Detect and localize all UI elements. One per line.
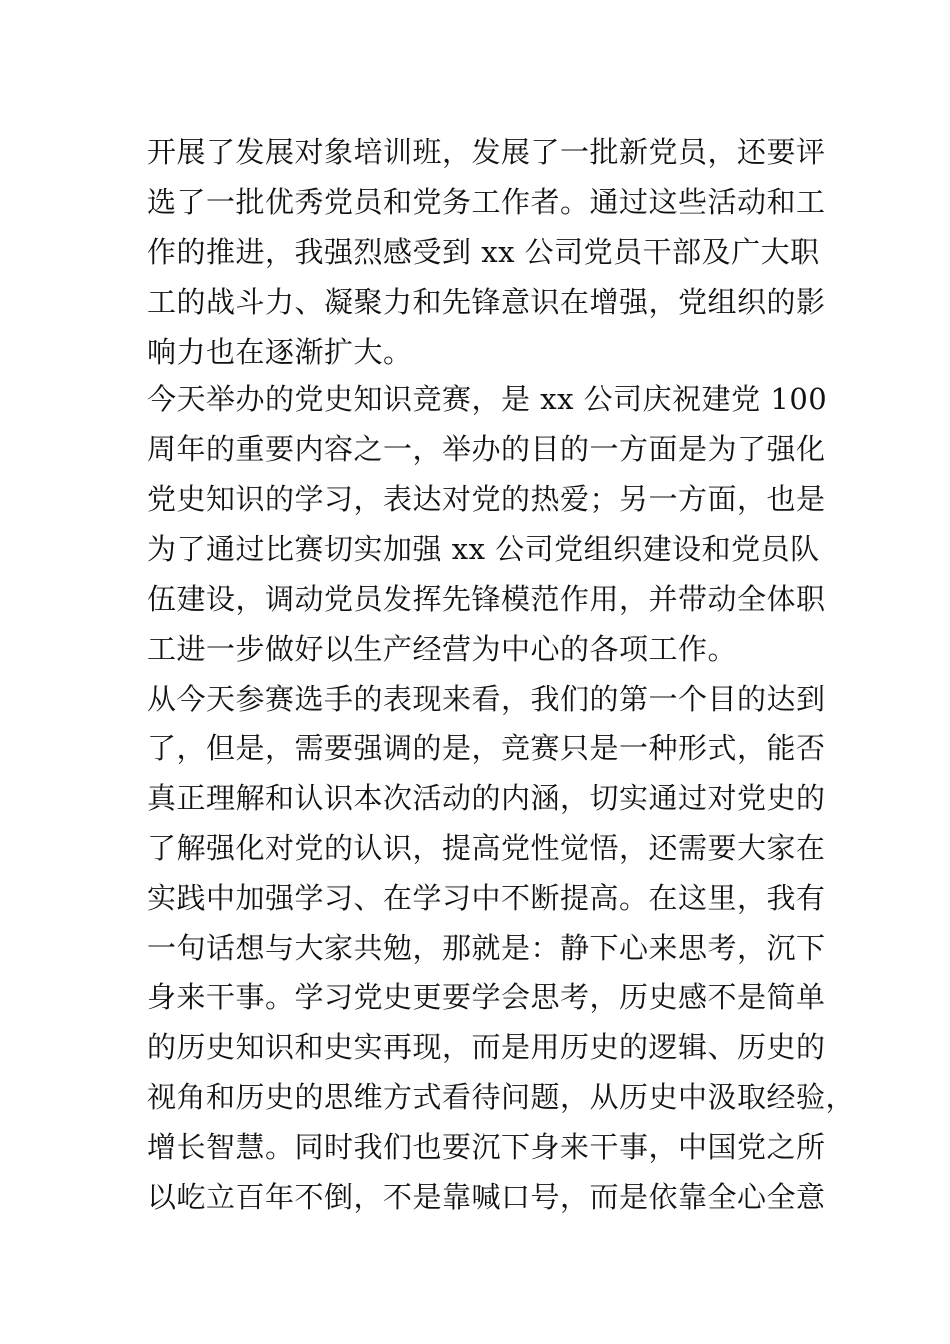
- paragraph-3-line-2: 了，但是，需要强调的是，竞赛只是一种形式，能否: [147, 731, 826, 765]
- paragraph-1-line-5: 响力也在逐渐扩大。: [147, 335, 413, 369]
- paragraph-3-line-3: 真正理解和认识本次活动的内涵，切实通过对党史的: [147, 781, 826, 815]
- paragraph-2-line-5: 伍建设，调动党员发挥先锋模范作用，并带动全体职: [147, 582, 826, 616]
- paragraph-3-line-4: 了解强化对党的认识，提高党性觉悟，还需要大家在: [147, 831, 826, 865]
- paragraph-3-line-9: 视角和历史的思维方式看待问题，从历史中汲取经验，: [147, 1080, 856, 1114]
- paragraph-1-line-3: 作的推进，我强烈感受到 xx 公司党员干部及广大职: [147, 235, 820, 269]
- paragraph-1-line-2: 选了一批优秀党员和党务工作者。通过这些活动和工: [147, 185, 826, 219]
- paragraph-3-line-8: 的历史知识和史实再现，而是用历史的逻辑、历史的: [147, 1030, 826, 1064]
- paragraph-1-line-1: 开展了发展对象培训班，发展了一批新党员，还要评: [147, 135, 826, 169]
- paragraph-2-line-2: 周年的重要内容之一，举办的目的一方面是为了强化: [147, 432, 826, 466]
- paragraph-2-line-6: 工进一步做好以生产经营为中心的各项工作。: [147, 632, 738, 666]
- paragraph-3-line-6: 一句话想与大家共勉，那就是：静下心来思考，沉下: [147, 931, 826, 965]
- paragraph-2-line-1: 今天举办的党史知识竞赛，是 xx 公司庆祝建党 100: [147, 382, 828, 416]
- paragraph-3-line-10: 增长智慧。同时我们也要沉下身来干事，中国党之所: [147, 1130, 826, 1164]
- paragraph-3-line-5: 实践中加强学习、在学习中不断提高。在这里，我有: [147, 881, 826, 915]
- paragraph-3-line-11: 以屹立百年不倒，不是靠喊口号，而是依靠全心全意: [147, 1180, 826, 1214]
- paragraph-3-line-1: 从今天参赛选手的表现来看，我们的第一个目的达到: [147, 682, 826, 716]
- paragraph-1-line-4: 工的战斗力、凝聚力和先锋意识在增强，党组织的影: [147, 285, 826, 319]
- paragraph-3-line-7: 身来干事。学习党史更要学会思考，历史感不是简单: [147, 980, 826, 1014]
- paragraph-2-line-3: 党史知识的学习，表达对党的热爱；另一方面，也是: [147, 482, 826, 516]
- paragraph-2-line-4: 为了通过比赛切实加强 xx 公司党组织建设和党员队: [147, 532, 820, 566]
